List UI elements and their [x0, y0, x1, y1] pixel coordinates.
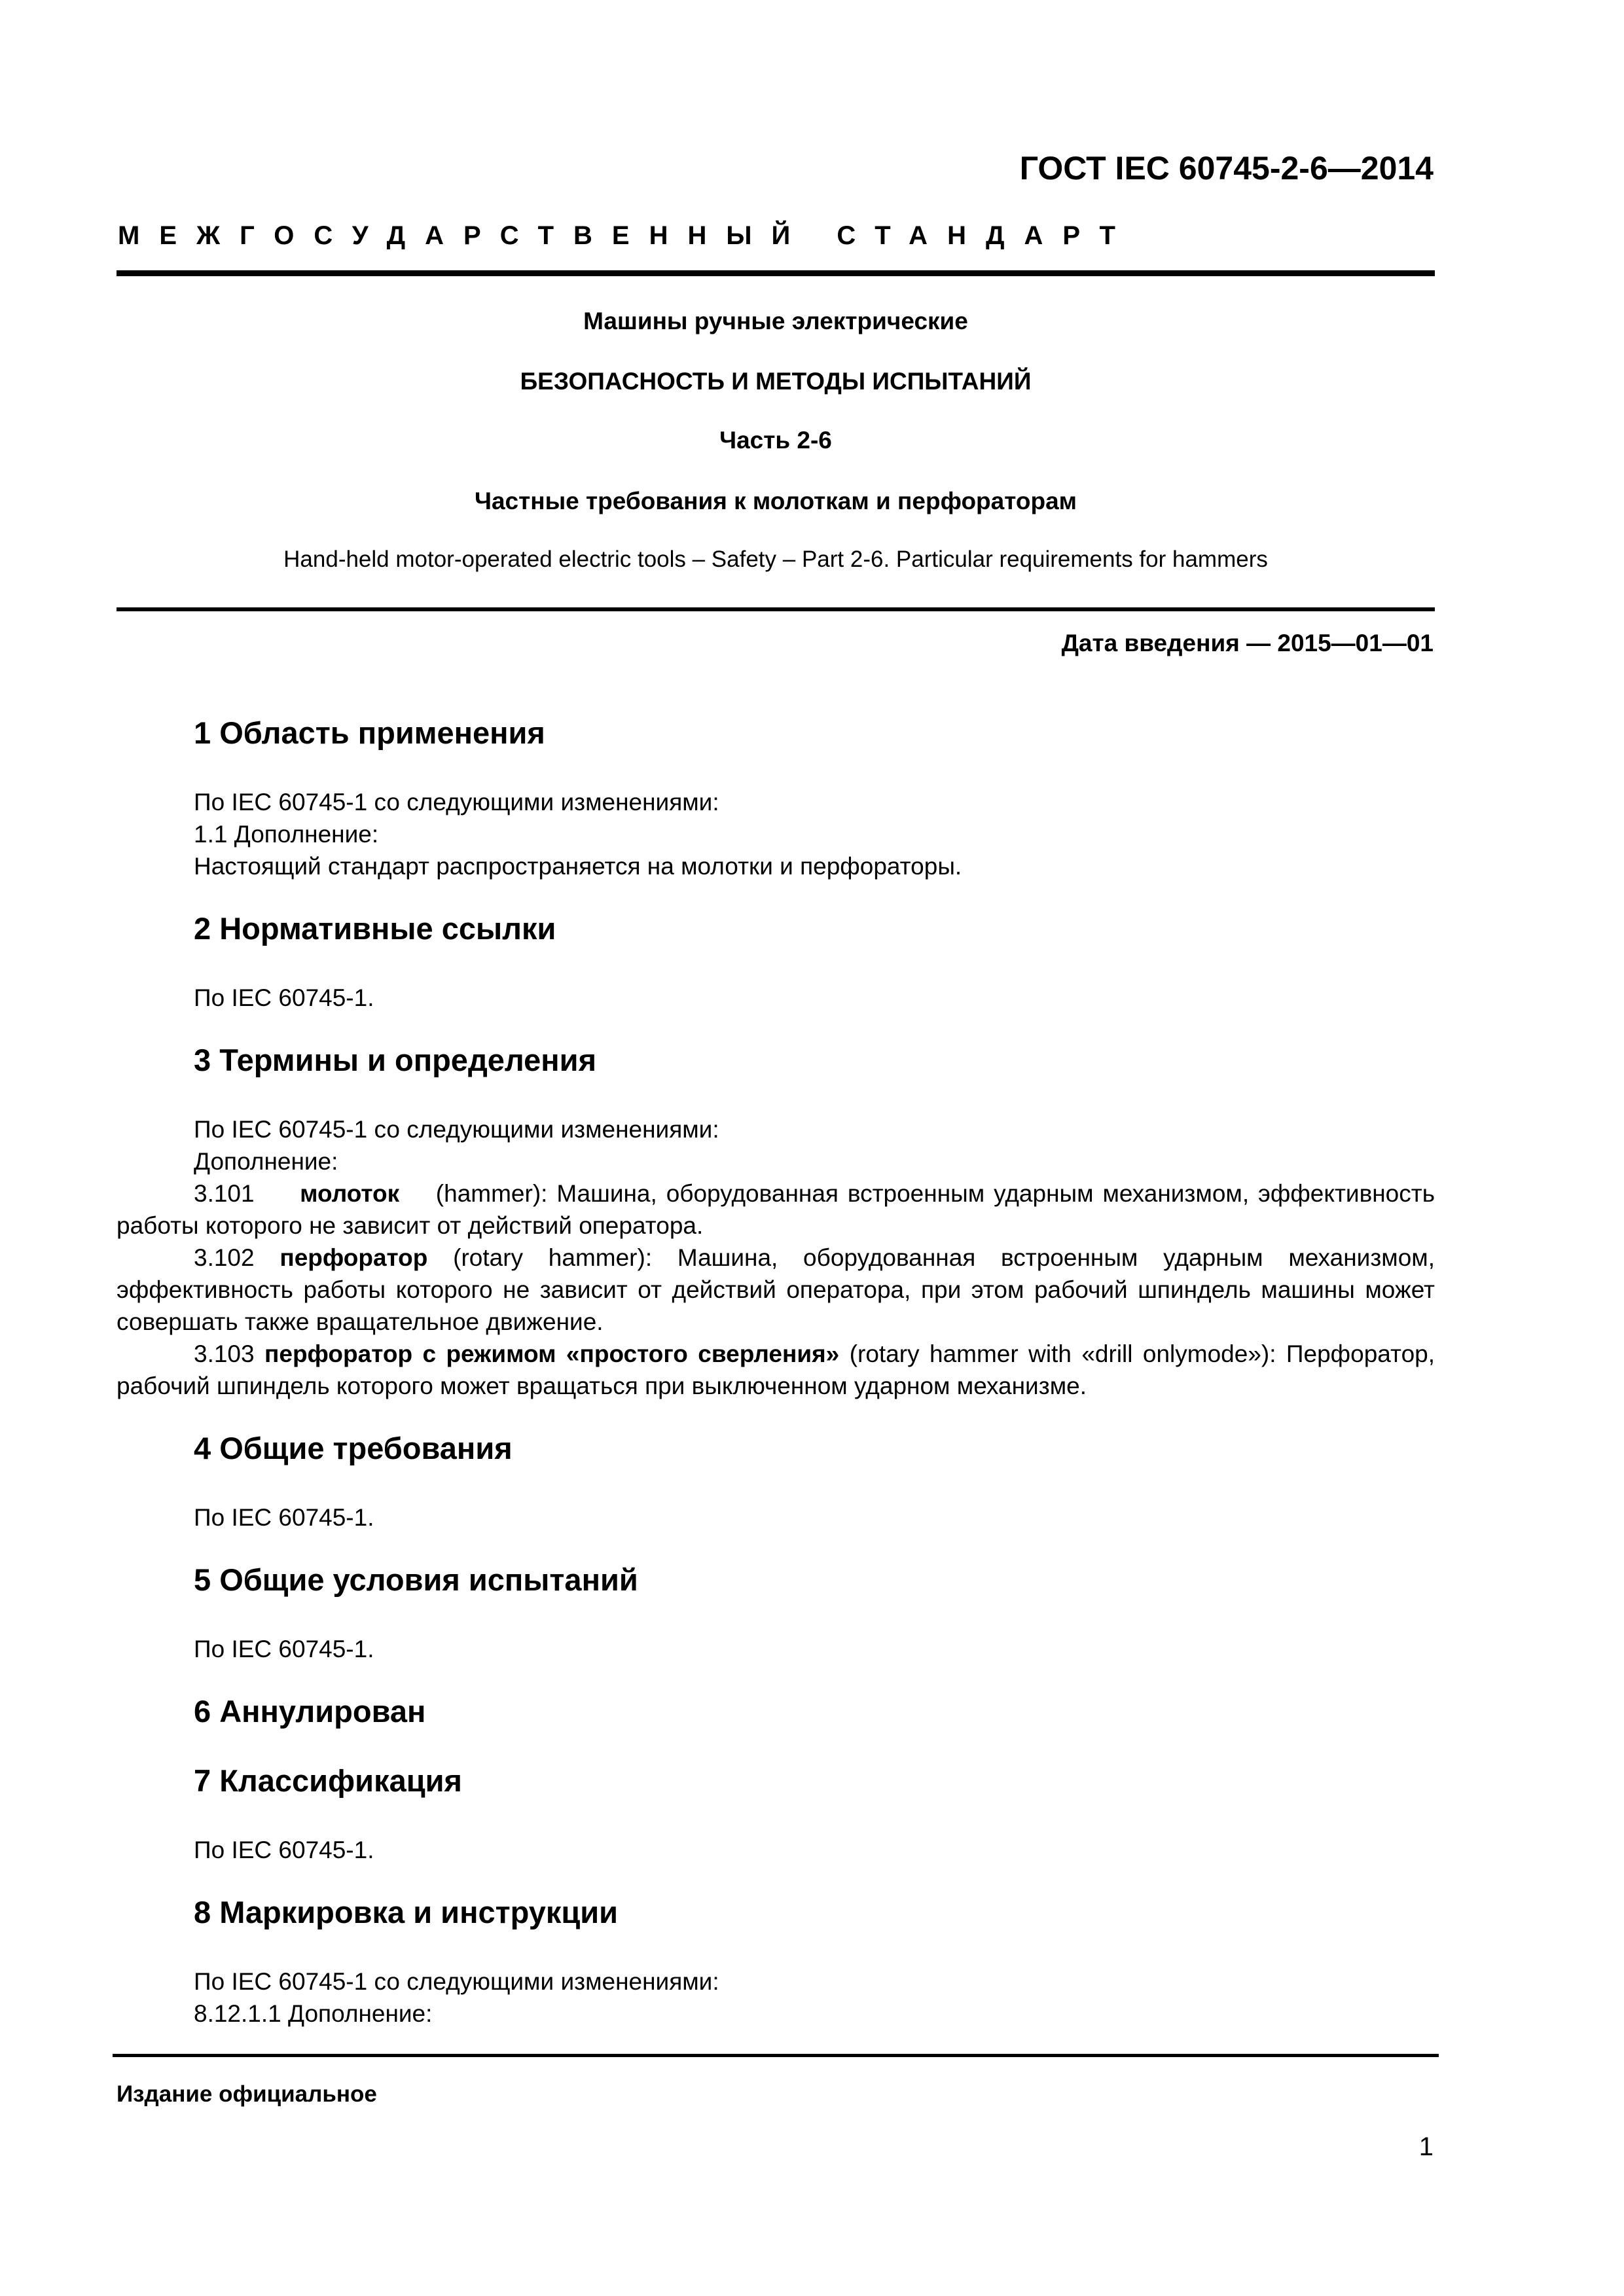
section-5	[117, 1557, 1435, 1665]
section-heading: 8 Маркировка и инструкции	[194, 1895, 619, 1929]
introduction-date: Дата введения — 2015—01—01	[1061, 630, 1434, 656]
paragraph: По IEC 60745-1.	[194, 984, 374, 1011]
document-number: ГОСТ IEC 60745-2-6—2014	[1019, 150, 1434, 187]
section-2	[117, 906, 1435, 1014]
title-english: Hand-held motor-operated electric tools – Safety – Part 2-6. Particular requirements for hammers	[283, 547, 1268, 572]
section-heading: 1 Область применения	[194, 715, 545, 750]
definition-number: 3.103	[194, 1340, 255, 1367]
paragraph: Дополнение:	[194, 1148, 338, 1175]
definition-term: молоток	[300, 1180, 400, 1207]
section-heading: 7 Классификация	[194, 1763, 462, 1798]
paragraph: По IEC 60745-1.	[194, 1636, 374, 1662]
footer-rule	[113, 2054, 1439, 2057]
paragraph: По IEC 60745-1 со следующими изменениями:	[194, 789, 719, 816]
paragraph: По IEC 60745-1 со следующими изменениями:	[194, 1116, 719, 1143]
title-line-1: Машины ручные электрические	[583, 308, 968, 334]
section-7	[117, 1758, 1435, 1866]
section-heading: 6 Аннулирован	[194, 1694, 426, 1729]
section-6	[117, 1689, 1435, 1734]
paragraph: По IEC 60745-1.	[194, 1837, 374, 1863]
definition-3-101	[117, 1177, 1435, 1242]
title-line-2: БЕЗОПАСНОСТЬ И МЕТОДЫ ИСПЫТАНИЙ	[520, 368, 1032, 395]
document-body	[117, 710, 1435, 2053]
paragraph: По IEC 60745-1.	[194, 1504, 374, 1531]
paragraph: 1.1 Дополнение:	[194, 821, 379, 848]
title-line-4: Частные требования к молоткам и перфораторам	[474, 488, 1077, 514]
definition-text: (hammer): Машина, оборудованная встроенным ударным механизмом, эффективность работы которого не зависит от действий оператора.	[117, 1180, 1435, 1239]
paragraph: Настоящий стандарт распространяется на молотки и перфораторы.	[194, 853, 962, 880]
paragraph: По IEC 60745-1 со следующими изменениями:	[194, 1968, 719, 1995]
page-number: 1	[1418, 2132, 1434, 2161]
definition-3-102	[117, 1242, 1435, 1338]
title-rule	[117, 607, 1435, 611]
interstate-standard-label: МЕЖГОСУДАРСТВЕННЫЙ СТАНДАРТ	[118, 221, 1135, 250]
definition-term: перфоратор с режимом «простого сверления»	[264, 1340, 840, 1367]
definition-text: (rotary hammer): Машина, оборудованная встроенным ударным механизмом, эффективность работы которого не зависит от действий оператора, при этом рабочий шпиндель машины может совершать также вращательное движение.	[117, 1244, 1435, 1335]
definition-text: (rotary hammer with «drill onlymode»): Перфоратор, рабочий шпиндель которого может вращаться при выключенном ударном механизме.	[117, 1340, 1435, 1399]
definition-number: 3.101	[194, 1180, 255, 1207]
title-part: Часть 2-6	[719, 427, 832, 454]
section-1	[117, 710, 1435, 882]
section-heading: 5 Общие условия испытаний	[194, 1562, 638, 1597]
section-heading: 3 Термины и определения	[194, 1043, 596, 1077]
definition-term: перфоратор	[280, 1244, 428, 1271]
section-heading: 4 Общие требования	[194, 1431, 513, 1465]
section-4	[117, 1426, 1435, 1534]
section-heading: 2 Нормативные ссылки	[194, 911, 556, 946]
section-8	[117, 1890, 1435, 2030]
paragraph: 8.12.1.1 Дополнение:	[194, 2000, 433, 2027]
section-3	[117, 1037, 1435, 1402]
definition-3-103	[117, 1338, 1435, 1402]
header-rule	[117, 270, 1435, 276]
official-edition-label: Издание официальное	[117, 2081, 377, 2107]
definition-number: 3.102	[194, 1244, 255, 1271]
